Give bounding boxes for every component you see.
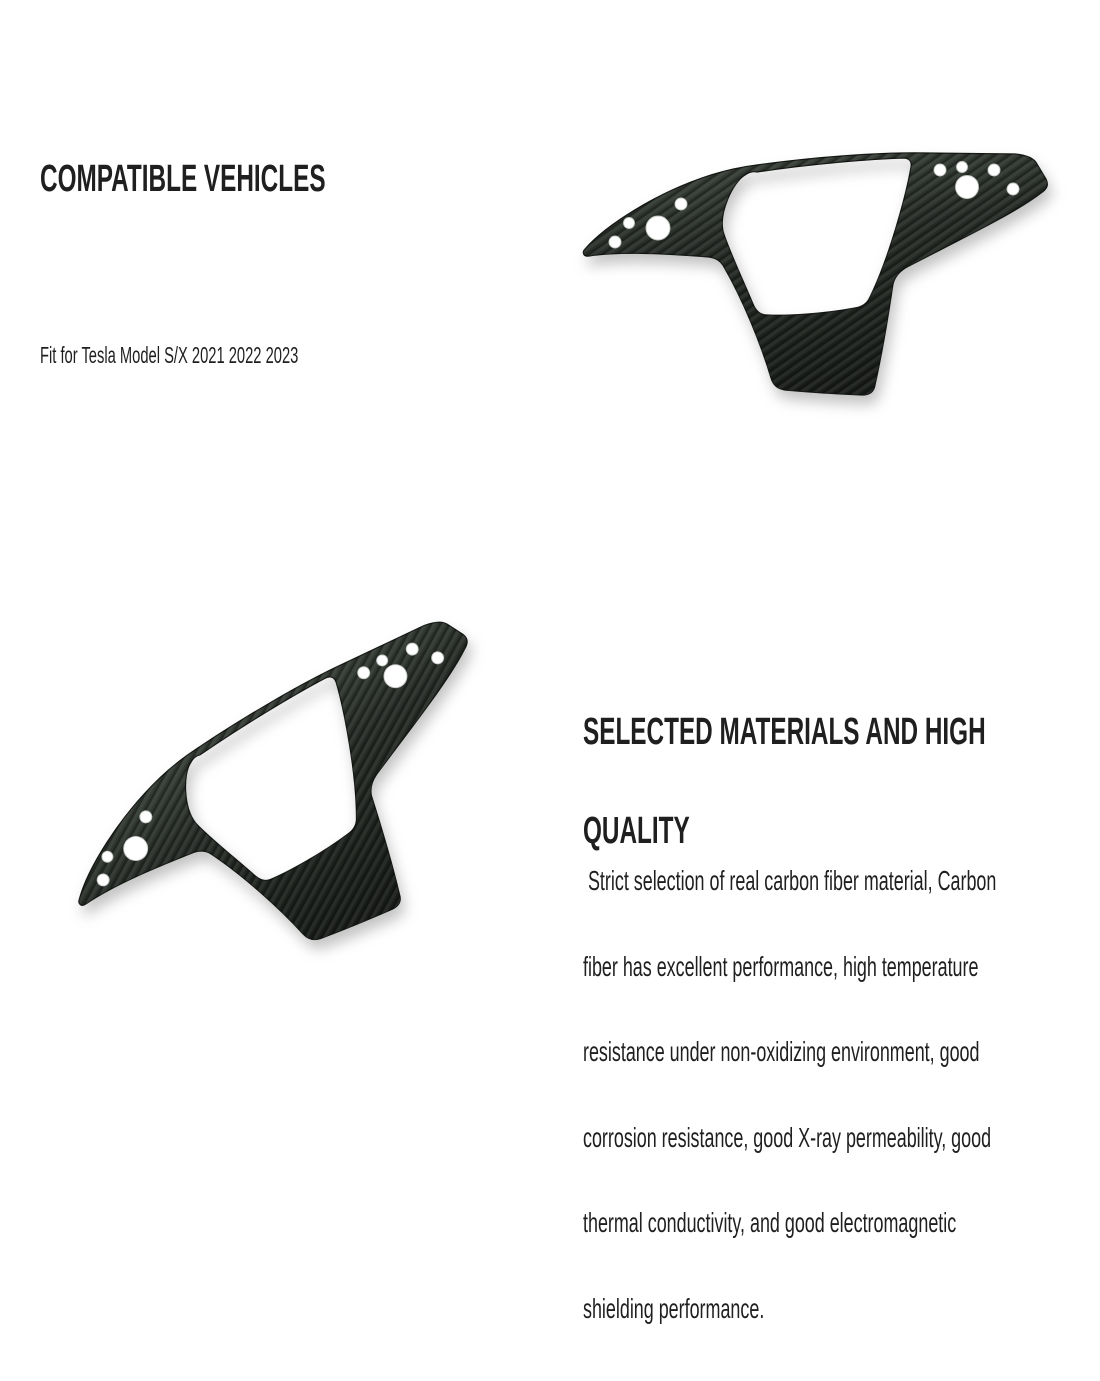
paragraph-line: shielding performance. (583, 1292, 765, 1324)
materials-paragraph (583, 810, 996, 1380)
steering-wheel-trim-angled-image (20, 615, 560, 1005)
materials-heading-line: SELECTED MATERIALS AND HIGH (583, 711, 986, 753)
steering-wheel-trim-front-image (575, 148, 1067, 410)
paragraph-line: corrosion resistance, good X-ray permeability, good (583, 1121, 992, 1153)
paragraph-line: fiber has excellent performance, high temperature (583, 950, 979, 982)
materials-heading-line: QUALITY (583, 810, 690, 852)
compatibility-note: Fit for Tesla Model S/X 2021 2022 2023 (40, 342, 299, 368)
paragraph-line: resistance under non-oxidizing environment, good (583, 1036, 980, 1067)
paragraph-line: Strict selection of real carbon fiber material, Carbon (583, 865, 997, 896)
paragraph-line: thermal conductivity, and good electromagnetic (583, 1207, 957, 1238)
compatible-vehicles-heading: COMPATIBLE VEHICLES (40, 158, 326, 200)
